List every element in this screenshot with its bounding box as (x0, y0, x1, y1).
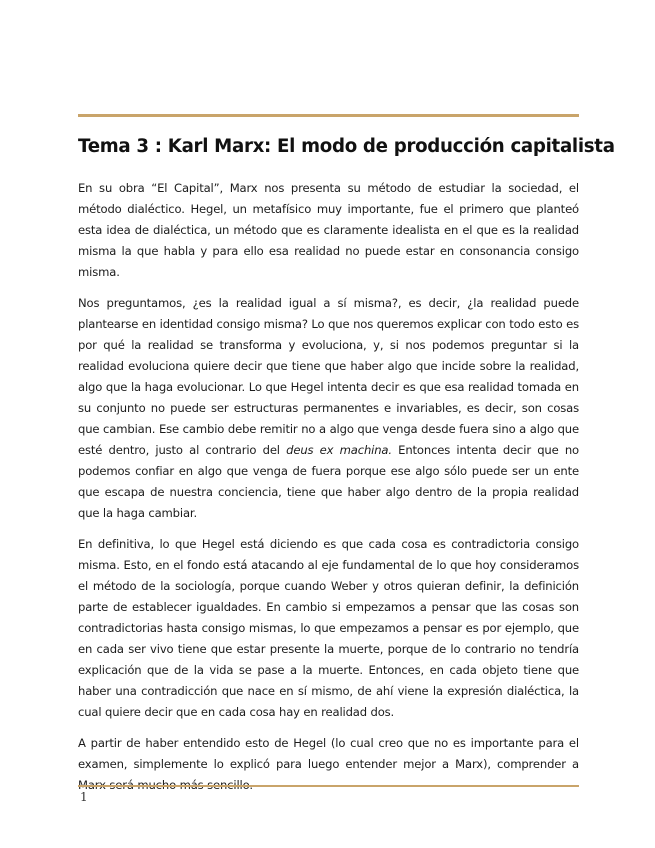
page-title: Tema 3 : Karl Marx: El modo de producción capitalista (78, 136, 615, 157)
paragraph-2-text-end: Entonces intenta decir que no podemos confiar en algo que venga de fuera porque ese algo sólo puede ser un ente que escapa de nuestra conciencia, tiene que haber algo dentro de la propia realidad que la haga cambiar. (78, 443, 579, 520)
paragraph-1: En su obra “El Capital”, Marx nos presenta su método de estudiar la sociedad, el método dialéctico. Hegel, un metafísico muy importante, fue el primero que planteó esta idea de dialéctica, un método que es claramente idealista en el que es la realidad misma la que habla y para ello esa realidad no puede estar en consonancia consigo misma. (78, 181, 579, 279)
paragraph-2 (78, 293, 579, 524)
page-number: 1 (80, 790, 88, 804)
paragraph-2-text-start: Nos preguntamos, ¿es la realidad igual a sí misma?, es decir, ¿la realidad puede plantearse en identidad consigo misma? Lo que nos queremos explicar con todo esto es por qué la realidad se transforma y evoluciona, y, si nos podemos preguntar si la realidad evoluciona quiere decir que tiene que haber algo que incide sobre la realidad, algo que la haga evolucionar. Lo que Hegel intenta decir es que esa realidad tomada en su conjunto no puede ser estructuras permanentes e invariables, es decir, son cosas que cambian. Ese cambio debe remitir no a algo que venga desde fuera sino a algo que esté dentro, justo al contrario del (78, 296, 579, 457)
paragraph-4: A partir de haber entendido esto de Hegel (lo cual creo que no es importante para el examen, simplemente lo explicó para luego entender mejor a Marx), comprender a (78, 736, 579, 771)
header-rule (78, 114, 579, 117)
footer-rule (78, 785, 579, 787)
paragraph-3: En definitiva, lo que Hegel está diciendo es que cada cosa es contradictoria consigo misma. Esto, en el fondo está atacando al eje fundamental de lo que hoy consideramos el método de la sociología, porque cuando Weber y otros quieran definir, la definición parte de establecer igualdades. En cambio si empezamos a pensar que las cosas son contradictorias hasta consigo mismas, lo que empezamos a pensar es por ejemplo, que en cada ser vivo tiene que estar presente la muerte, porque de lo contrario no tendría explicación que de la vida se pase a la muerte. Entonces, en cada objeto tiene que haber una contradicción que nace en sí mismo, de ahí viene la expresión dialéctica, la cual quiere decir que en cada cosa hay en realidad dos. (78, 537, 579, 719)
emphasis-deus-ex-machina: deus ex machina. (286, 443, 392, 457)
document-body (78, 178, 579, 806)
